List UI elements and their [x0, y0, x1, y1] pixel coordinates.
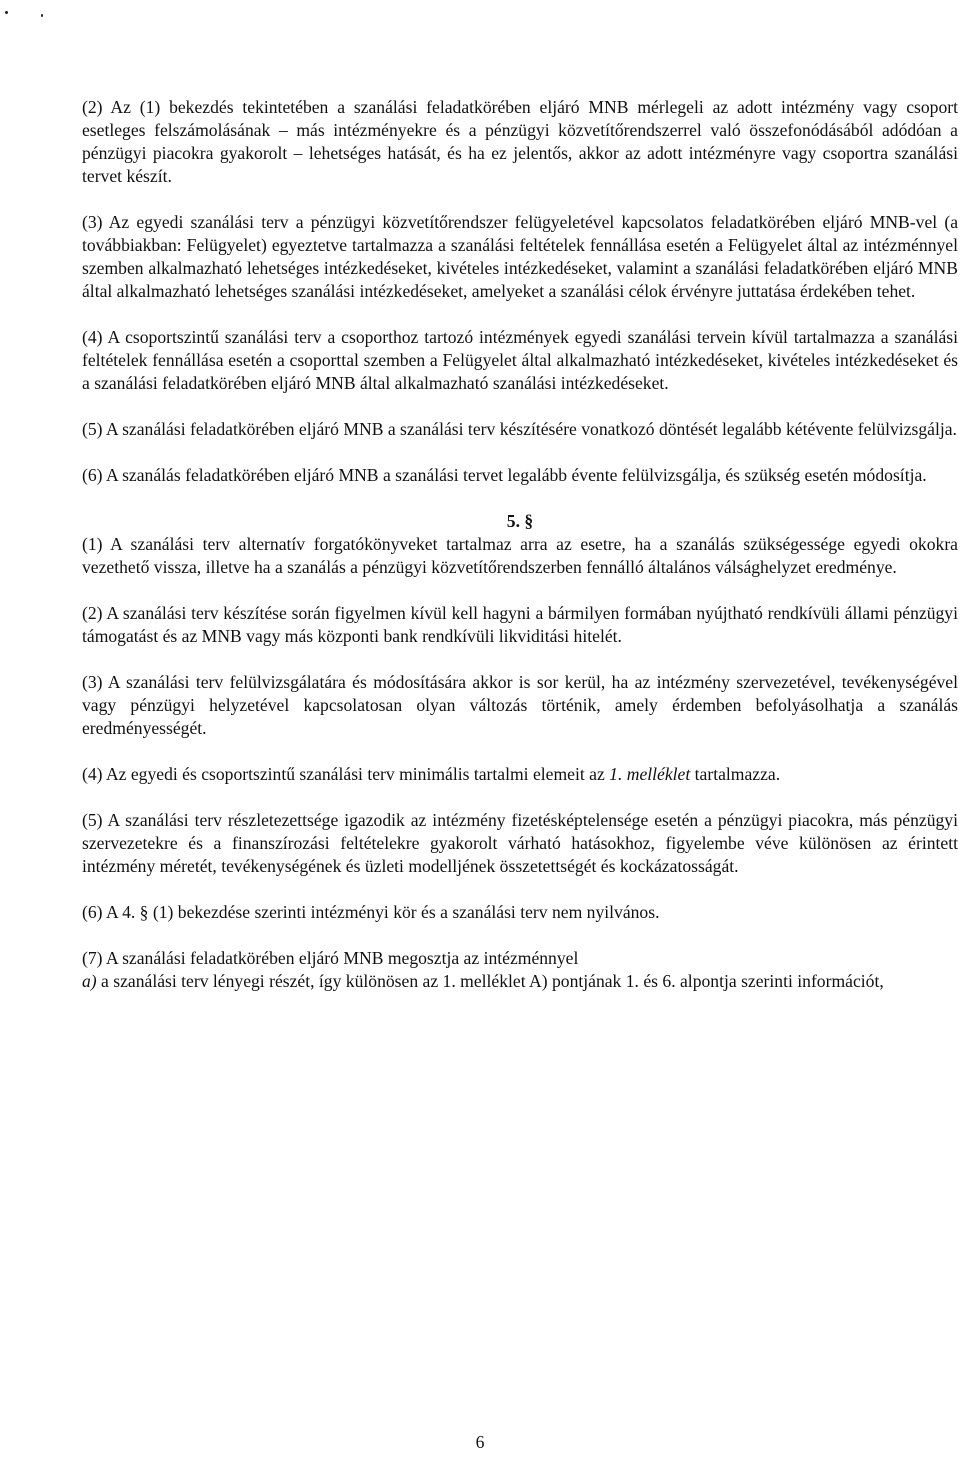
page-number: 6	[475, 1432, 485, 1452]
paragraph-5-3: (3) A szanálási terv felülvizsgálatára és módosítására akkor is sor kerül, ha az intézmény szervezetével, tevékenységével vagy pénzügyi helyzetével kapcsolatosan olyan változás történik, amely érdemben befolyásolhatja a szanálás eredményességét.	[82, 672, 958, 738]
paragraph-5-2: (2) A szanálási terv készítése során figyelmen kívül kell hagyni a bármilyen formában nyújtható rendkívüli állami pénzügyi támogatást és az MNB vagy más központi bank rendkívüli likviditási hitelét.	[82, 603, 958, 646]
section-heading: 5. §	[506, 511, 534, 531]
paragraph-4-5: (5) A szanálási feladatkörében eljáró MNB a szanálási terv készítésére vonatkozó döntését legalább kétévente felülvizsgálja.	[82, 419, 957, 439]
paragraph-5-4	[82, 763, 958, 786]
paragraph-4-2: (2) Az (1) bekezdés tekintetében a szanálási feladatkörében eljáró MNB mérlegeli az adott intézmény vagy csoport esetleges felszámolásának – más intézményekre és a pénzügyi közvetítőrendszerrel való összefonódásából adódóan a pénzügyi piacokra gyakorolt – lehetséges hatását, és ha ez jelentős, akkor az adott intézményre vagy csoportra szanálási tervet készít.	[82, 97, 958, 186]
paragraph-5-4-suffix: tartalmazza.	[690, 764, 781, 784]
paragraph-5-7-intro: (7) A szanálási feladatkörében eljáró MNB megosztja az intézménnyel	[82, 948, 579, 968]
paragraph-4-4: (4) A csoportszintű szanálási terv a csoporthoz tartozó intézmények egyedi szanálási tervein kívül tartalmazza a szanálási feltételek fennállása esetén a csoporttal szemben a Felügyelet által alkalmazható intézkedéseket, kivételes intézkedéseket és a szanálási feladatkörében eljáró MNB által alkalmazható szanálási intézkedéseket.	[82, 327, 958, 393]
paragraph-5-7a	[82, 970, 958, 993]
annex-reference: 1. melléklet	[609, 764, 691, 784]
paragraph-4-3: (3) Az egyedi szanálási terv a pénzügyi közvetítőrendszer felügyeletével kapcsolatos feladatkörében eljáró MNB-vel (a továbbiakban: Felügyelet) egyeztetve tartalmazza a szanálási feltételek fennállása esetén a Felügyelet által az intézménnyel szemben alkalmazható lehetséges intézkedéseket, kivételes intézkedéseket, valamint a szanálási feladatkörében eljáró MNB által alkalmazható lehetséges szanálási intézkedéseket, amelyeket a szanálási célok érvényre juttatása érdekében tehet.	[82, 212, 958, 301]
scan-speck	[5, 11, 8, 14]
paragraph-5-1: (1) A szanálási terv alternatív forgatókönyveket tartalmaz arra az esetre, ha a szanálás szükségessége egyedi okokra vezethető vissza, illetve ha a szanálás a pénzügyi közvetítőrendszerben fennálló általános válsághelyzet eredménye.	[82, 534, 958, 577]
paragraph-5-5: (5) A szanálási terv részletezettsége igazodik az intézmény fizetésképtelensége esetén a pénzügyi piacokra, más pénzügyi szervezetekre és a finanszírozási feltételekre gyakorolt várható hatásokhoz, figyelembe véve különösen az érintett intézmény méretét, tevékenységének és üzleti modelljének összetettségét és kockázatosságát.	[82, 810, 958, 876]
point-text: a szanálási terv lényegi részét, így különösen az 1. melléklet A) pontjának 1. és 6. alpontja szerinti információt,	[96, 971, 884, 991]
point-label: a)	[82, 971, 97, 991]
scan-speck	[41, 14, 43, 17]
document-body	[82, 96, 958, 993]
paragraph-5-6: (6) A 4. § (1) bekezdése szerinti intézményi kör és a szanálási terv nem nyilvános.	[82, 902, 660, 922]
paragraph-4-6: (6) A szanálás feladatkörében eljáró MNB a szanálási tervet legalább évente felülvizsgálja, és szükség esetén módosítja.	[82, 465, 927, 485]
paragraph-5-4-prefix: (4) Az egyedi és csoportszintű szanálási terv minimális tartalmi elemeit az	[82, 764, 610, 784]
